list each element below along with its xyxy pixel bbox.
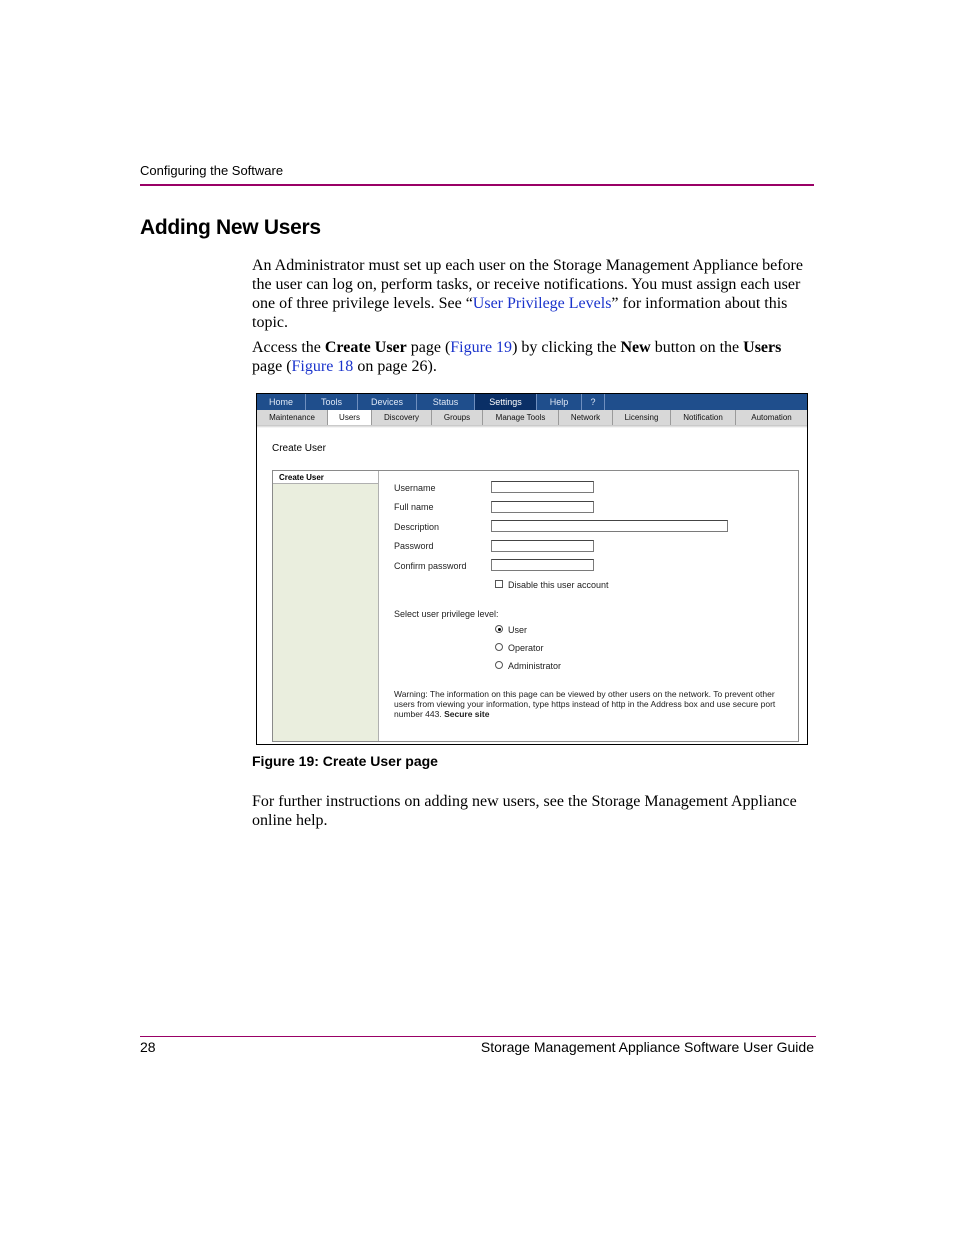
- description-input[interactable]: [491, 520, 728, 532]
- sub-nav-notification[interactable]: Notification: [671, 410, 736, 425]
- sub-nav-automation[interactable]: Automation: [751, 413, 792, 422]
- privilege-level-label: Select user privilege level:: [394, 609, 499, 619]
- confirm-password-input[interactable]: [491, 559, 594, 571]
- top-nav-question[interactable]: ?: [582, 394, 605, 410]
- disable-account-checkbox[interactable]: [495, 580, 503, 588]
- username-label: Username: [394, 483, 436, 493]
- sub-nav-network[interactable]: Network: [559, 410, 613, 425]
- access-paragraph: Access the Create User page (Figure 19) by clicking the New button on the Users page (Figure 18 on page 26).: [252, 339, 782, 375]
- description-label: Description: [394, 522, 440, 532]
- running-header: Configuring the Software: [140, 163, 284, 178]
- form-page-title: Create User: [272, 443, 326, 454]
- intro-paragraph: An Administrator must set up each user on the Storage Management Appliance before the user can log on, perform tasks, or receive notifications. You must assign each user one of three privilege levels. See “User Privilege Levels” for information about this topic.: [252, 257, 803, 331]
- section-heading: Adding New Users: [140, 216, 321, 239]
- create-user-screenshot: [256, 393, 808, 745]
- privilege-operator-radio[interactable]: [495, 643, 503, 651]
- sub-nav-bar: [257, 410, 807, 426]
- book-title: Storage Management Appliance Software User Guide: [480, 1039, 814, 1055]
- full-name-label: Full name: [394, 502, 434, 512]
- privilege-administrator-radio[interactable]: [495, 661, 503, 669]
- top-nav-help[interactable]: Help: [537, 394, 582, 410]
- sub-nav-discovery[interactable]: Discovery: [372, 410, 432, 425]
- full-name-input[interactable]: [491, 501, 594, 513]
- sub-nav-licensing[interactable]: Licensing: [613, 410, 671, 425]
- panel-header: Create User: [273, 471, 378, 484]
- user-privilege-levels-link[interactable]: User Privilege Levels: [472, 295, 612, 312]
- top-nav-bar: [257, 394, 807, 410]
- password-label: Password: [394, 541, 434, 551]
- figure-caption: Figure 19: Create User page: [252, 753, 438, 769]
- top-nav-settings[interactable]: Settings: [475, 394, 537, 410]
- sub-nav-users[interactable]: Users: [328, 410, 372, 425]
- privilege-user-radio[interactable]: [495, 625, 503, 633]
- disable-account-label: Disable this user account: [508, 580, 609, 590]
- sub-nav-manage-tools[interactable]: Manage Tools: [483, 410, 559, 425]
- privilege-operator-label: Operator: [508, 643, 544, 653]
- header-rule: [140, 184, 814, 186]
- top-nav-devices[interactable]: Devices: [358, 394, 417, 410]
- page-number: 28: [140, 1039, 156, 1055]
- top-nav-status[interactable]: Status: [417, 394, 475, 410]
- further-instructions-paragraph: For further instructions on adding new users, see the Storage Management Appliance online help.: [252, 793, 797, 829]
- figure-19-link[interactable]: Figure 19: [450, 339, 513, 356]
- sub-nav-maintenance[interactable]: Maintenance: [257, 410, 328, 425]
- top-nav-home[interactable]: Home: [257, 394, 306, 410]
- panel-side-column: [273, 471, 379, 741]
- privilege-administrator-label: Administrator: [508, 661, 562, 671]
- top-nav-tools[interactable]: Tools: [306, 394, 358, 410]
- sub-nav-groups[interactable]: Groups: [432, 410, 483, 425]
- privilege-user-label: User: [508, 625, 528, 635]
- password-input[interactable]: [491, 540, 594, 552]
- figure-18-link[interactable]: Figure 18: [291, 358, 354, 375]
- footer-rule: [140, 1036, 816, 1037]
- confirm-password-label: Confirm password: [394, 561, 467, 571]
- nav-shadow: [257, 425, 807, 428]
- create-user-panel: [272, 470, 799, 742]
- username-input[interactable]: [491, 481, 594, 493]
- security-warning: Warning: The information on this page can be viewed by other users on the network. To prevent other users from viewing your information, type https instead of http in the Address box and use secure port number 443. Secure site: [394, 689, 776, 719]
